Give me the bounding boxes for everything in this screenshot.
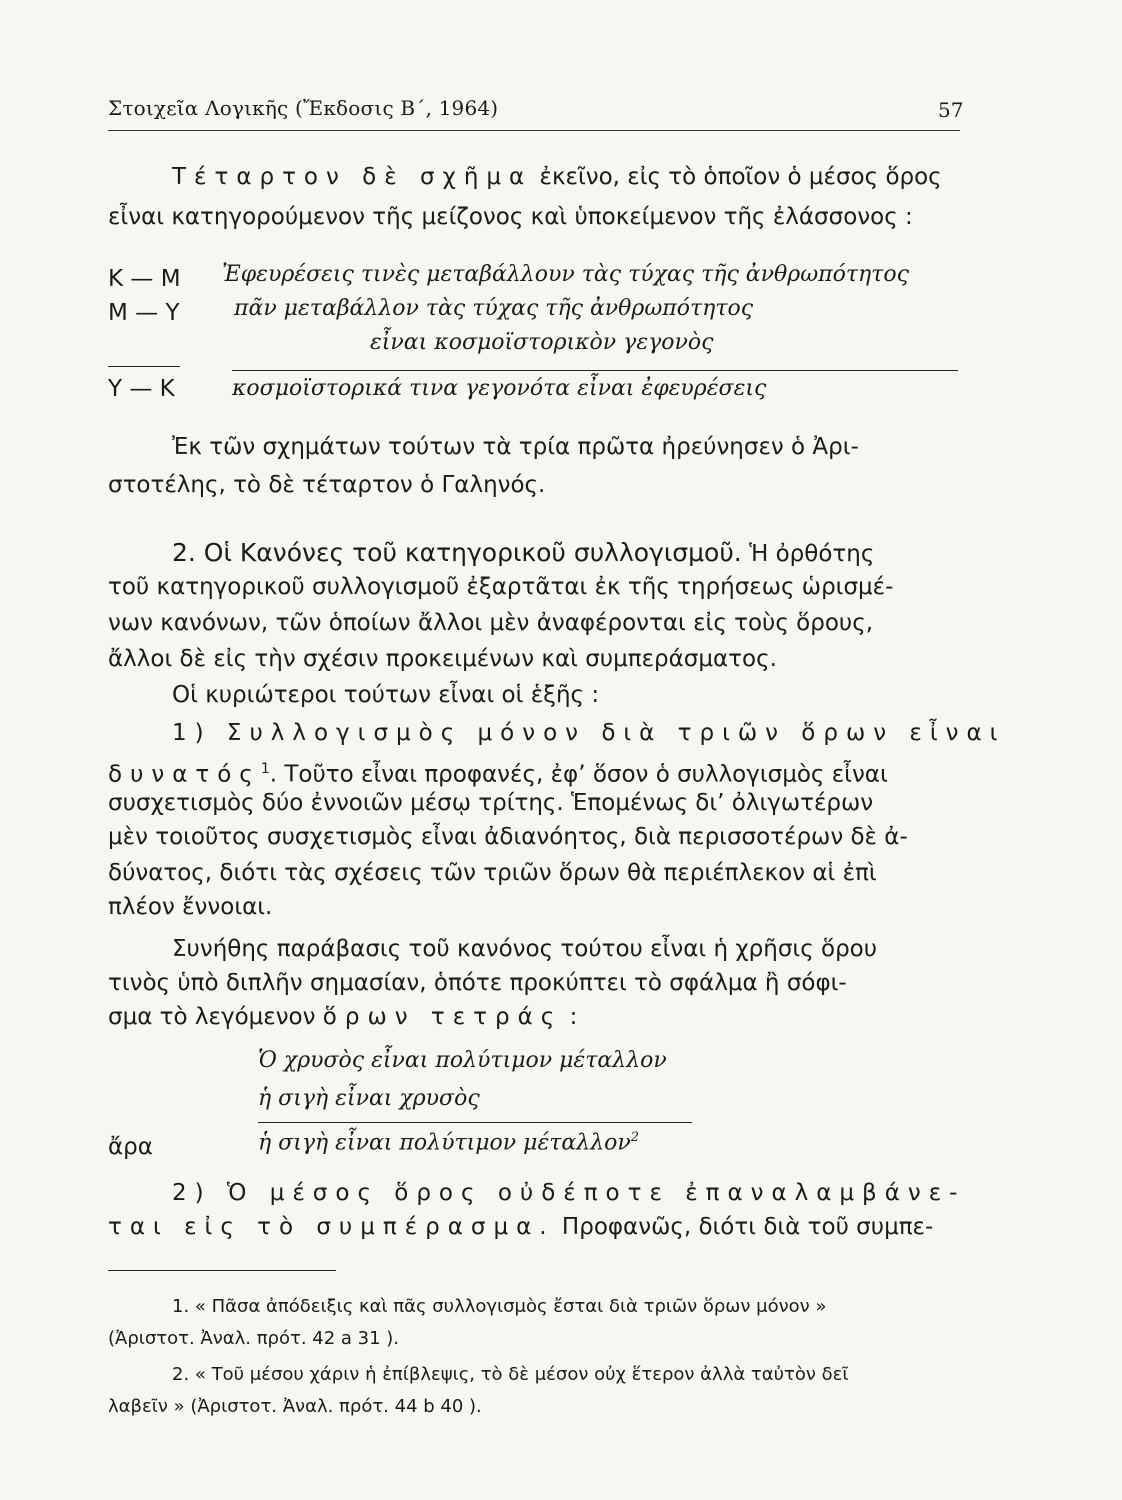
rule1-line5: δύνατος, διότι τὰς σχέσεις τῶν τριῶν ὅρων θὰ περιέπλεκον αἱ ἐπὶ: [108, 860, 877, 886]
text-run: :: [569, 1004, 578, 1030]
section-heading: 2. Οἱ Κανόνες τοῦ κατηγορικοῦ συλλογισμοῦ.: [172, 538, 742, 567]
footnote-1-line2: (Ἀριστοτ. Ἀναλ. πρότ. 42 a 31 ).: [108, 1328, 400, 1349]
syllogism2-conclusion-label: ἄρα: [108, 1134, 153, 1160]
rule1-line3: συσχετισμὸς δύο ἐννοιῶν μέσῳ τρίτης. Ἑπομένως δι’ ὀλιγωτέρων: [108, 790, 874, 816]
conclusion-rule: [232, 370, 958, 371]
syllogism1-label-1: Κ — Μ: [108, 266, 181, 292]
syllogism1-label-2: Μ — Υ: [108, 300, 180, 326]
conclusion-rule: [258, 1122, 692, 1123]
violation-line1: Συνήθης παράβασις τοῦ κανόνος τούτου εἶναι ἡ χρῆσις ὅρου: [172, 936, 878, 962]
syllogism2-conclusion: [258, 1130, 639, 1155]
footnote-2-line2: λαβεῖν » (Ἀριστοτ. Ἀναλ. πρότ. 44 b 40 ).: [108, 1396, 482, 1417]
header-rule: [108, 130, 960, 131]
rule1-line4: μὲν τοιοῦτος συσχετισμὸς εἶναι ἀδιανόητος, διὰ περισσοτέρων δὲ ἀ-: [108, 824, 908, 850]
syllogism2-premise2: ἡ σιγὴ εἶναι χρυσὸς: [258, 1086, 480, 1111]
spaced-term: ὅρων τετράς: [322, 1004, 563, 1030]
footnote-2-line1: 2. « Τοῦ μέσου χάριν ἡ ἐπίβλεψις, τὸ δὲ μέσον οὐχ ἕτερον ἀλλὰ ταὐτὸν δεῖ: [172, 1364, 849, 1385]
footnote-1-line1: 1. « Πᾶσα ἀπόδειξις καὶ πᾶς συλλογισμὸς ἔσται διὰ τριῶν ὅρων μόνον »: [172, 1296, 827, 1317]
spaced-term: ται εἰς τὸ συμπέρασμα.: [108, 1214, 555, 1240]
label-rule: [108, 366, 180, 367]
history-line2: στοτέλης, τὸ δὲ τέταρτον ὁ Γαληνός.: [108, 472, 546, 498]
section2-line5: Οἱ κυριώτεροι τούτων εἶναι οἱ ἑξῆς :: [172, 682, 600, 708]
syllogism1-conclusion: κοσμοϊστορικά τινα γεγονότα εἶναι ἐφευρέσεις: [232, 376, 767, 401]
text-run: ἡ σιγὴ εἶναι πολύτιμον μέταλλον: [258, 1130, 631, 1156]
rule2-line2: [108, 1210, 933, 1244]
footnote-ref-1: 1: [260, 761, 270, 777]
spaced-term: δυνατός: [108, 761, 261, 788]
footnote-separator: [108, 1270, 336, 1271]
syllogism1-text-1: Ἐφευρέσεις τινὲς μεταβάλλουν τὰς τύχας τῆς ἀνθρωπότητος: [222, 262, 909, 287]
section2-line1: [172, 536, 874, 571]
text-run: . Τοῦτο εἶναι προφανές, ἐφ’ ὅσον ὁ συλλογισμὸς εἶναι: [269, 761, 888, 788]
text-run: σμα τὸ λεγόμενον: [108, 1004, 316, 1030]
text-run: Προφανῶς, διότι διὰ τοῦ συμπε-: [561, 1214, 934, 1240]
syllogism1-conclusion-label: Υ — Κ: [108, 376, 175, 402]
fourth-figure-line2: εἶναι κατηγορούμενον τῆς μείζονος καὶ ὑποκείμενον τῆς ἐλάσσονος :: [108, 204, 913, 230]
history-line1: Ἐκ τῶν σχημάτων τούτων τὰ τρία πρῶτα ἠρεύνησεν ὁ Ἀρι-: [172, 434, 859, 460]
fourth-figure-line1: [172, 160, 942, 194]
section2-line3: νων κανόνων, τῶν ὁποίων ἄλλοι μὲν ἀναφέρονται εἰς τοὺς ὅρους,: [108, 610, 874, 636]
rule1-line6: πλέον ἔννοιαι.: [108, 894, 273, 920]
syllogism1-text-2: πᾶν μεταβάλλον τὰς τύχας τῆς ἀνθρωπότητος: [234, 296, 754, 321]
footnote-ref-2: 2: [630, 1130, 640, 1145]
text-run: Ἡ ὀρθότης: [749, 541, 875, 567]
page-number: 57: [938, 98, 964, 122]
spaced-term: Τέταρτον δὲ σχῆμα: [172, 164, 533, 190]
violation-line2: τινὸς ὑπὸ διπλῆν σημασίαν, ὁπότε προκύπτει τὸ σφάλμα ἢ σόφι-: [108, 970, 847, 996]
syllogism2-premise1: Ὁ χρυσὸς εἶναι πολύτιμον μέταλλον: [258, 1048, 667, 1073]
running-header: Στοιχεῖα Λογικῆς (Ἔκδοσις Β΄, 1964): [108, 96, 499, 120]
syllogism1-text-3: εἶναι κοσμοϊστορικὸν γεγονὸς: [370, 330, 714, 355]
rule1-heading: 1) Συλλογισμὸς μόνον διὰ τριῶν ὅρων εἶναι: [172, 720, 1006, 746]
rule2-heading: 2) Ὁ μέσος ὅρος οὐδέποτε ἐπαναλαμβάνε-: [172, 1180, 966, 1206]
section2-line4: ἄλλοι δὲ εἰς τὴν σχέσιν προκειμένων καὶ συμπεράσματος.: [108, 646, 777, 672]
section2-line2: τοῦ κατηγορικοῦ συλλογισμοῦ ἐξαρτᾶται ἐκ τῆς τηρήσεως ὡρισμέ-: [108, 574, 894, 600]
violation-line3: [108, 1000, 577, 1034]
text-run: ἐκεῖνο, εἰς τὸ ὁποῖον ὁ μέσος ὅρος: [539, 164, 942, 190]
